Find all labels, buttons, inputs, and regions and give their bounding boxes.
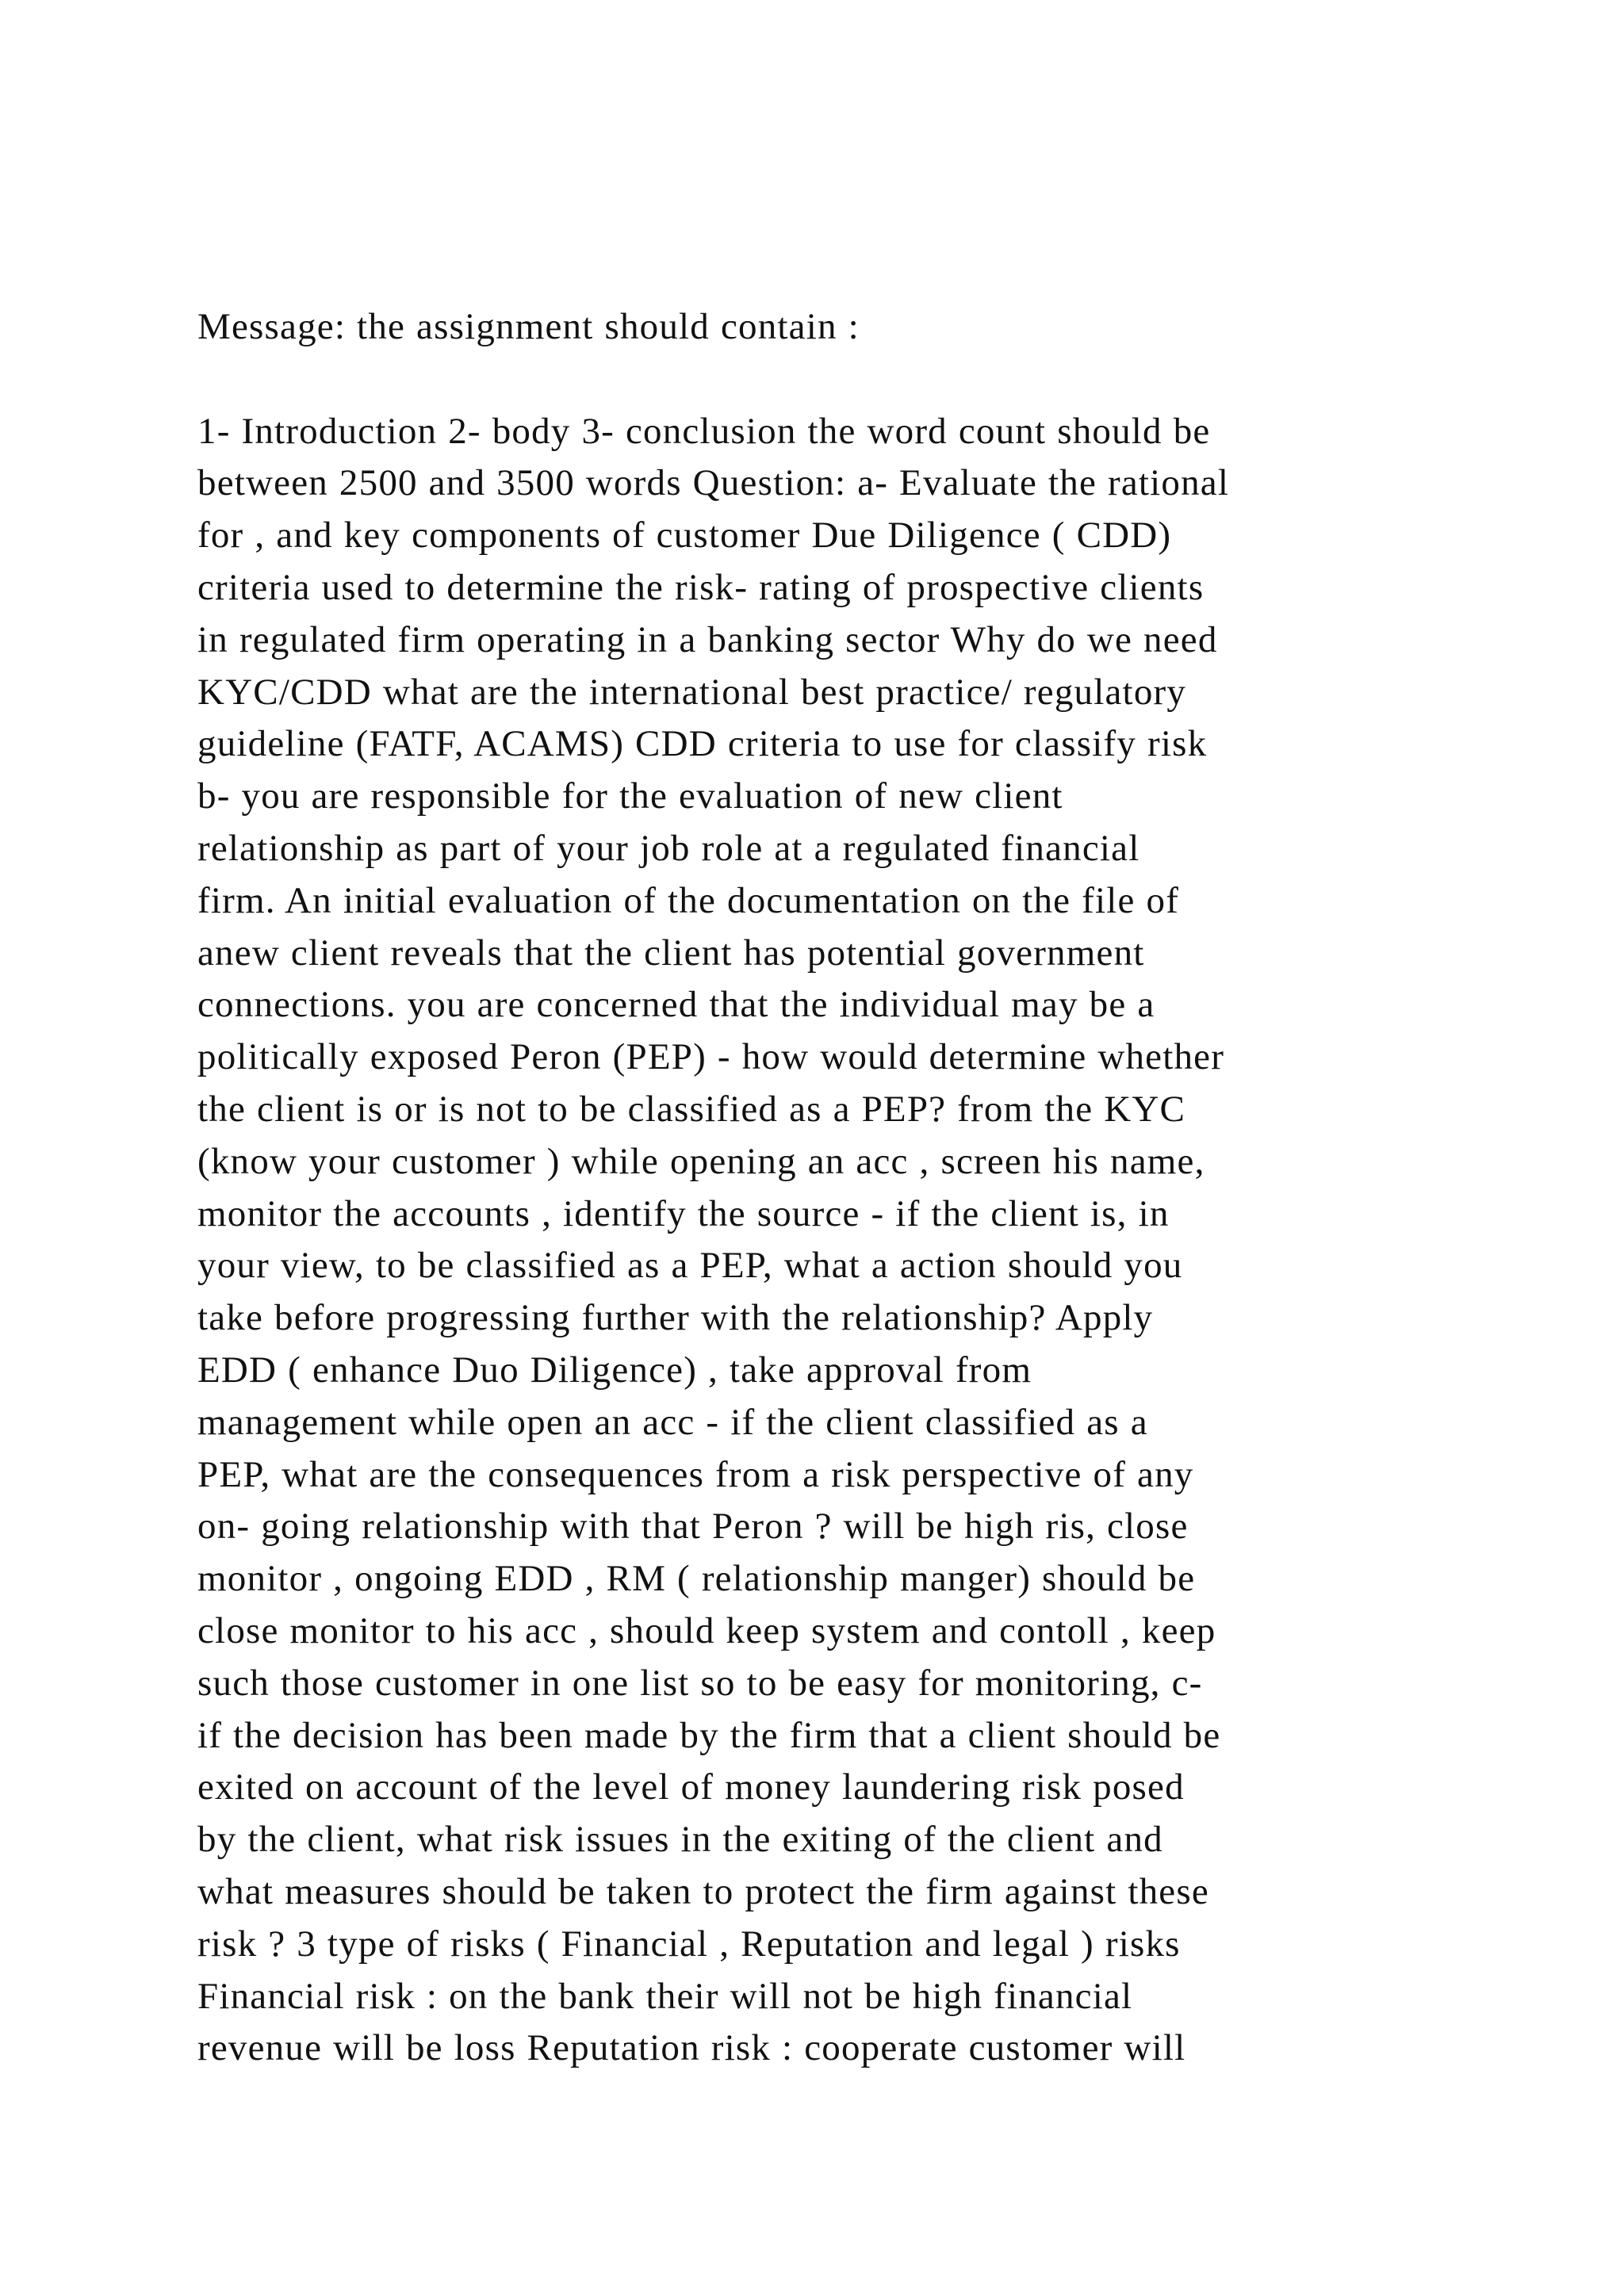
text-line: (know your customer ) while opening an acc , screen his name, — [197, 1140, 1205, 1182]
text-line: risk ? 3 type of risks ( Financial , Reputation and legal ) risks — [197, 1923, 1181, 1965]
text-line: politically exposed Peron (PEP) - how would determine whether — [197, 1036, 1225, 1078]
text-line: anew client reveals that the client has potential government — [197, 932, 1145, 974]
text-line: your view, to be classified as a PEP, what a action should you — [197, 1245, 1183, 1287]
text-line: on- going relationship with that Peron ? will be high ris, close — [197, 1506, 1189, 1548]
text-line: close monitor to his acc , should keep system and contoll , keep — [197, 1609, 1216, 1651]
text-line: relationship as part of your job role at a regulated financial — [197, 827, 1140, 869]
text-line: by the client, what risk issues in the exiting of the client and — [197, 1819, 1163, 1861]
text-line: firm. An initial evaluation of the documentation on the file of — [197, 879, 1180, 921]
text-line: between 2500 and 3500 words Question: a- Evaluate the rational — [197, 462, 1230, 504]
text-line: 1- Introduction 2- body 3- conclusion the word count should be — [197, 410, 1211, 452]
text-line: if the decision has been made by the firm that a client should be — [197, 1714, 1221, 1756]
text-line: b- you are responsible for the evaluation of new client — [197, 775, 1063, 817]
paragraph-gap — [197, 354, 1482, 406]
document-text — [197, 301, 1482, 2075]
text-line: in regulated firm operating in a banking sector Why do we need — [197, 618, 1218, 660]
text-line: for , and key components of customer Due Diligence ( CDD) — [197, 515, 1172, 557]
text-line: PEP, what are the consequences from a risk perspective of any — [197, 1453, 1194, 1495]
body-paragraph — [197, 406, 1482, 2076]
text-line: management while open an acc - if the client classified as a — [197, 1401, 1148, 1443]
text-line: guideline (FATF, ACAMS) CDD criteria to use for classify risk — [197, 723, 1208, 765]
text-line: revenue will be loss Reputation risk : cooperate customer will — [197, 2027, 1186, 2069]
text-line: monitor the accounts , identify the source - if the client is, in — [197, 1192, 1170, 1234]
text-line: what measures should be taken to protect the firm against these — [197, 1870, 1209, 1912]
text-line: Financial risk : on the bank their will not be high financial — [197, 1975, 1133, 2017]
text-line: connections. you are concerned that the individual may be a — [197, 984, 1155, 1026]
message-line: Message: the assignment should contain : — [197, 306, 860, 347]
text-line: KYC/CDD what are the international best practice/ regulatory — [197, 671, 1187, 713]
text-line: the client is or is not to be classified as a PEP? from the KYC — [197, 1088, 1186, 1130]
text-line: take before progressing further with the relationship? Apply — [197, 1297, 1154, 1339]
text-line: exited on account of the level of money laundering risk posed — [197, 1766, 1185, 1808]
text-line: criteria used to determine the risk- rating of prospective clients — [197, 566, 1205, 608]
text-line: monitor , ongoing EDD , RM ( relationship manger) should be — [197, 1558, 1196, 1600]
text-line: EDD ( enhance Duo Diligence) , take approval from — [197, 1349, 1032, 1391]
text-line: such those customer in one list so to be easy for monitoring, c- — [197, 1662, 1203, 1704]
